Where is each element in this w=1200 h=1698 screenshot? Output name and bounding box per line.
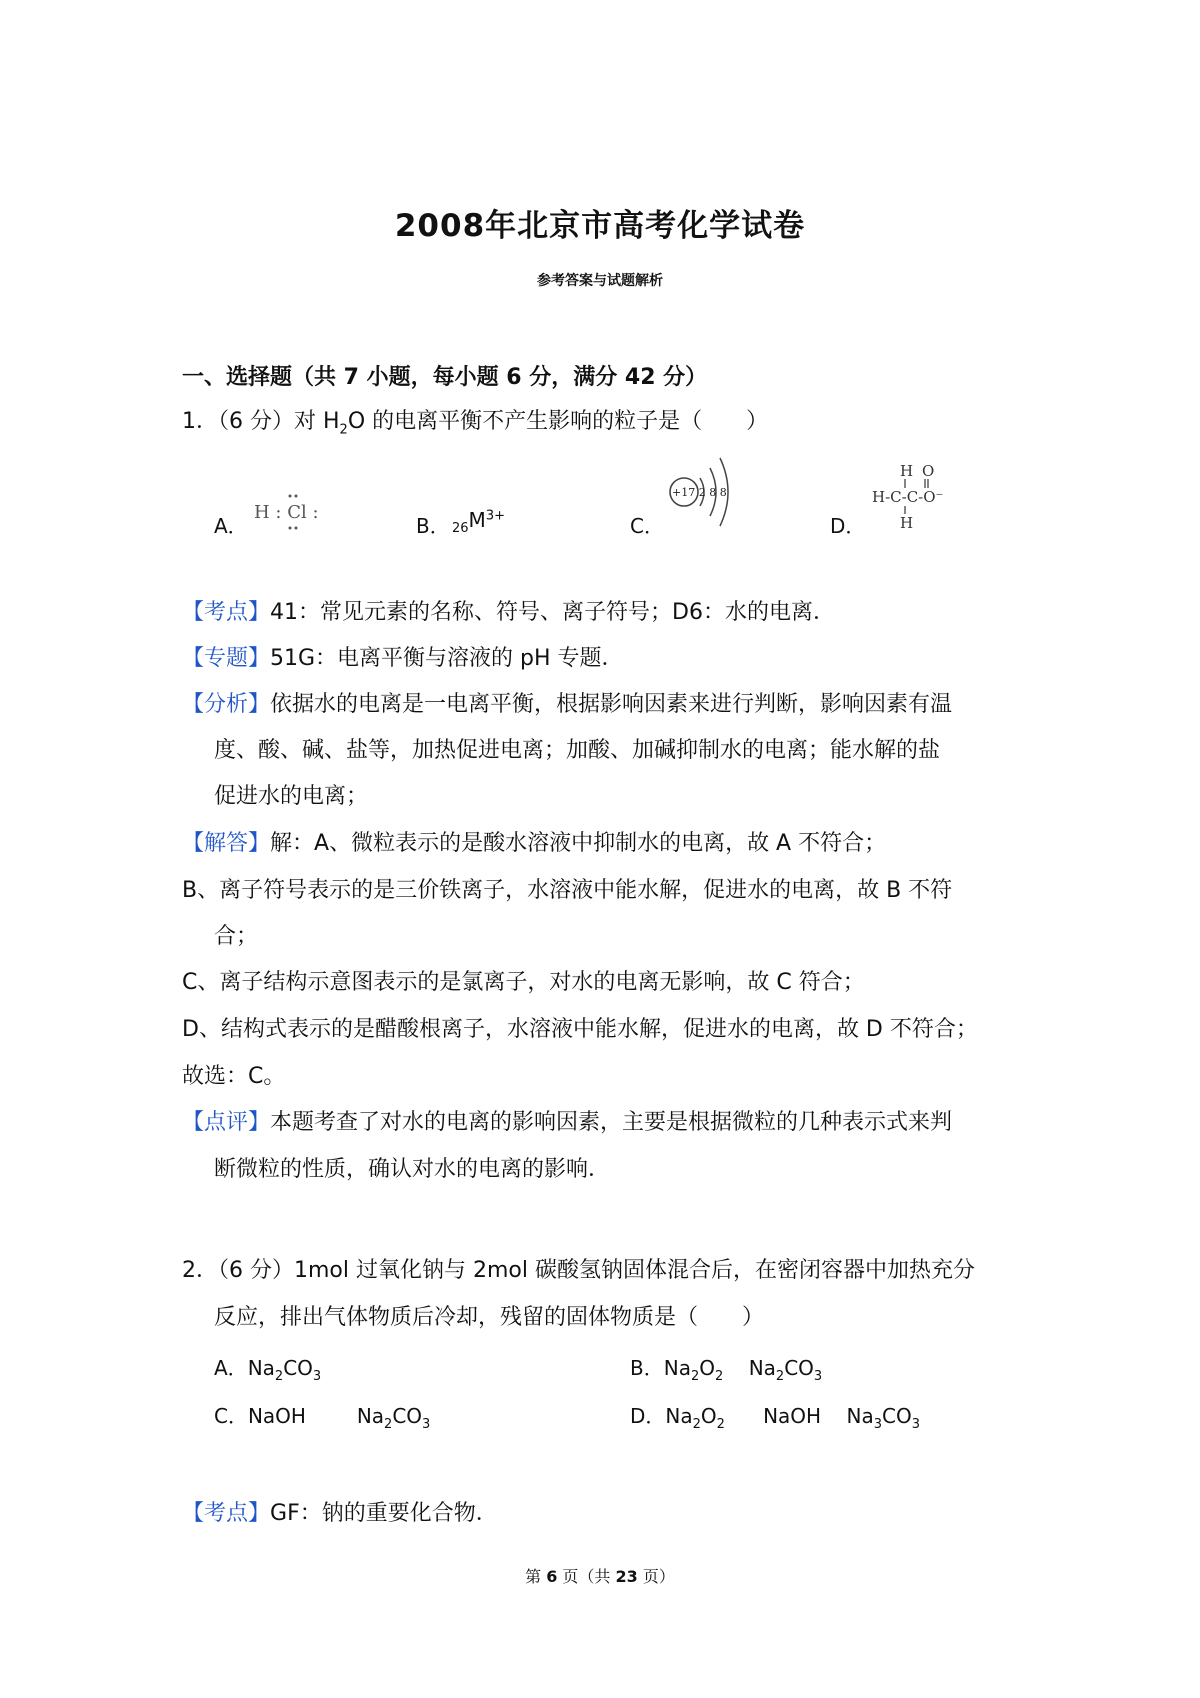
q1-jieda-line-6: 故选：C。 — [182, 1064, 286, 1089]
q2-kaodian: 【考点】GF：钠的重要化合物． — [182, 1501, 498, 1526]
q1-fenxi: 【分析】依据水的电离是一电离平衡，根据影响因素来进行判断，影响因素有温 — [182, 692, 953, 717]
svg-text:H: H — [900, 462, 914, 480]
page-footer: 第 6 页（共 23 页） — [525, 1567, 675, 1586]
q1-option-c-ion-structure-diagram — [664, 450, 744, 534]
q2-option-a: A．$Na_2CO_3$ — [214, 1356, 322, 1384]
page-number: 6 — [546, 1567, 558, 1586]
q1-option-c-label: C． — [630, 514, 664, 538]
svg-text:H: H — [900, 514, 914, 532]
q1-option-a-electron-diagram — [252, 488, 322, 534]
q1-option-c-fig-text: +17 2 8 8 — [672, 486, 727, 499]
q1-dianping: 【点评】本题考查了对水的电离的影响因素，主要是根据微粒的几种表示式来判 — [182, 1110, 953, 1135]
q1-option-b-symbol: $_{26}M^{3+}$ — [452, 508, 505, 536]
q1-jieda-line-3: 合； — [214, 924, 259, 949]
page-subtitle: 参考答案与试题解析 — [537, 273, 663, 289]
q1-option-a-label: A． — [214, 514, 248, 538]
q1-fenxi-line-2: 度、酸、碱、盐等，加热促进电离；加酸、加碱抑制水的电离；能水解的盐 — [214, 738, 941, 763]
q1-jieda-line-2: B、离子符号表示的是三价铁离子，水溶液中能水解，促进水的电离，故 B 不符 — [182, 878, 953, 903]
page-total: 23 — [615, 1567, 638, 1586]
svg-text:H-C-C-O⁻: H-C-C-O⁻ — [872, 488, 944, 506]
q1-zhuanti: 【专题】51G：电离平衡与溶液的 pH 专题． — [182, 646, 624, 671]
q1-fenxi-line-3: 促进水的电离； — [214, 784, 369, 809]
q2-option-d: D．$Na_2O_2$ NaOH $Na_3CO_3$ — [630, 1404, 921, 1432]
q1-jieda: 【解答】解：A、微粒表示的是酸水溶液中抑制水的电离，故 A 不符合； — [182, 831, 887, 856]
q1-option-d-structural-formula — [870, 460, 980, 532]
q1-kaodian: 【考点】41：常见元素的名称、符号、离子符号；D6：水的电离． — [182, 600, 835, 625]
page-title: 2008年北京市高考化学试卷 — [394, 208, 806, 244]
question-2-stem: 2．（6 分）1mol 过氧化钠与 2mol 碳酸氢钠固体混合后，在密闭容器中加热充分 — [182, 1258, 975, 1283]
q1-jieda-line-5: D、结构式表示的是醋酸根离子，水溶液中能水解，促进水的电离，故 D 不符合； — [182, 1017, 978, 1042]
question-2-stem-line-2: 反应，排出气体物质后冷却，残留的固体物质是（ ） — [214, 1305, 765, 1330]
q1-option-a-fig-text: H : Cl : — [254, 502, 319, 523]
q2-option-b: B．$Na_2O_2$ $Na_2CO_3$ — [630, 1356, 823, 1384]
q1-option-b-label: B． — [416, 514, 450, 538]
svg-text:O: O — [922, 462, 935, 480]
q2-option-c: C．NaOH $Na_2CO_3$ — [214, 1404, 431, 1432]
q1-option-d-label: D． — [830, 514, 866, 538]
q1-dianping-line-2: 断微粒的性质，确认对水的电离的影响． — [214, 1157, 611, 1182]
question-1-stem: 1．（6 分）对 $H_2O$ 的电离平衡不产生影响的粒子是（ ） — [182, 409, 769, 438]
section-heading: 一、选择题（共 7 小题，每小题 6 分，满分 42 分） — [182, 365, 708, 390]
q1-jieda-line-4: C、离子结构示意图表示的是氯离子，对水的电离无影响，故 C 符合； — [182, 970, 865, 995]
